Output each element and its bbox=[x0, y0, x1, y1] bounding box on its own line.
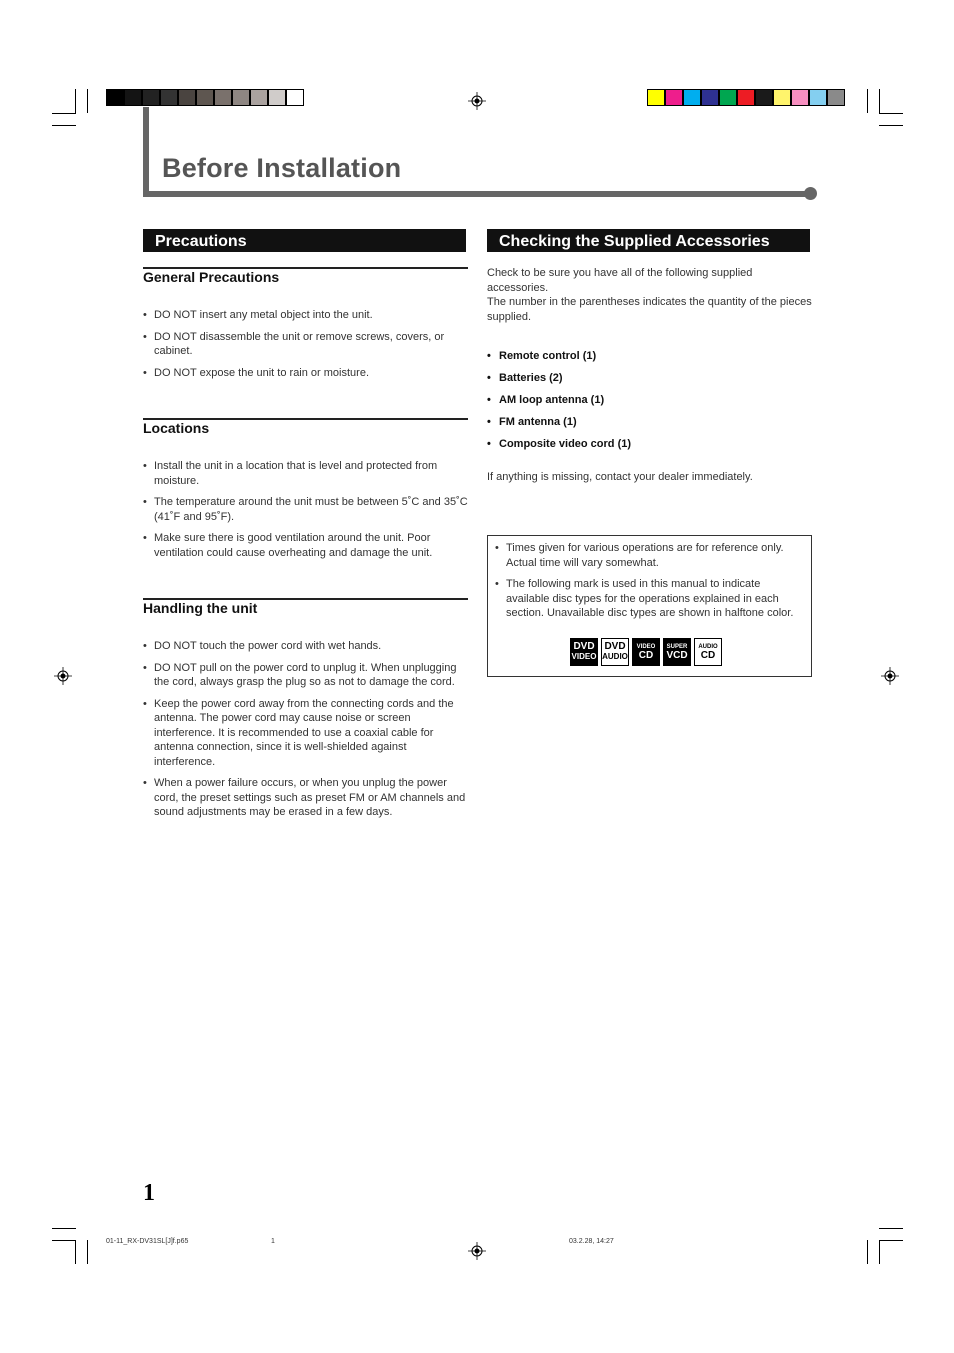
footer-filename: 01-11_RX-DV31SL[J]f.p65 bbox=[106, 1238, 189, 1245]
calibration-swatch bbox=[250, 89, 268, 106]
disc-label-bottom: VCD bbox=[666, 649, 688, 661]
disc-label-top: DVD bbox=[604, 641, 626, 652]
disc-label-bottom: CD bbox=[638, 649, 654, 661]
list-item: • The following mark is used in this manual to indicate available disc types for the operations explained in each section. Unavailable disc types are shown in halftone color. bbox=[495, 577, 805, 621]
footer-page: 1 bbox=[271, 1238, 275, 1245]
list-item: • DO NOT touch the power cord with wet hands. bbox=[143, 639, 468, 654]
crop-mark bbox=[52, 1228, 76, 1229]
calibration-swatch bbox=[286, 89, 304, 106]
crop-mark bbox=[75, 1240, 76, 1264]
crop-mark bbox=[879, 1240, 880, 1264]
grayscale-calibration-bar bbox=[106, 89, 304, 106]
missing-notice: If anything is missing, contact your dealer immediately. bbox=[487, 471, 753, 483]
disc-type-icons bbox=[570, 638, 722, 666]
crop-mark bbox=[879, 1240, 903, 1241]
accessories-list bbox=[487, 349, 812, 459]
accessories-intro-line: The number in the parentheses indicates the quantity of the pieces supplied. bbox=[487, 296, 812, 323]
dvd-audio-icon bbox=[601, 638, 629, 666]
crop-mark bbox=[87, 1240, 88, 1264]
calibration-swatch bbox=[719, 89, 737, 106]
disc-label-top: VIDEO bbox=[636, 643, 656, 650]
list-item: • Make sure there is good ventilation around the unit. Poor ventilation could cause overheating and damage the unit. bbox=[143, 531, 468, 560]
disc-label-bottom: CD bbox=[700, 649, 716, 661]
list-item: • DO NOT insert any metal object into the unit. bbox=[143, 308, 468, 323]
locations-list bbox=[143, 459, 468, 567]
general-precautions-list bbox=[143, 308, 468, 387]
registration-mark-icon bbox=[468, 92, 486, 110]
disc-label-top: AUDIO bbox=[698, 643, 718, 650]
crop-mark bbox=[879, 125, 903, 126]
accessories-header: Checking the Supplied Accessories bbox=[487, 229, 812, 252]
calibration-swatch bbox=[773, 89, 791, 106]
crop-mark bbox=[52, 125, 76, 126]
title-frame bbox=[143, 107, 149, 197]
disc-label-top: SUPER bbox=[666, 643, 688, 650]
disc-label-bottom: VIDEO bbox=[571, 652, 597, 661]
calibration-swatch bbox=[232, 89, 250, 106]
video-cd-icon bbox=[632, 638, 660, 666]
calibration-swatch bbox=[701, 89, 719, 106]
list-item: • When a power failure occurs, or when you unplug the power cord, the preset settings such as preset FM or AM channels and sound adjustments may be erased in a few days. bbox=[143, 776, 468, 820]
footer-date: 03.2.28, 14:27 bbox=[569, 1238, 614, 1245]
audio-cd-icon bbox=[694, 638, 722, 666]
calibration-swatch bbox=[647, 89, 665, 106]
calibration-swatch bbox=[827, 89, 845, 106]
page-title: Before Installation bbox=[162, 153, 402, 183]
accessory-item: • FM antenna (1) bbox=[487, 415, 812, 437]
calibration-swatch bbox=[214, 89, 232, 106]
accessories-intro-line: Check to be sure you have all of the following supplied accessories. bbox=[487, 267, 753, 294]
dvd-video-icon bbox=[570, 638, 598, 666]
list-item: • DO NOT disassemble the unit or remove screws, covers, or cabinet. bbox=[143, 330, 468, 359]
handling-unit-list bbox=[143, 639, 468, 827]
color-calibration-bar bbox=[647, 89, 845, 106]
calibration-swatch bbox=[791, 89, 809, 106]
crop-mark bbox=[879, 89, 880, 113]
calibration-swatch bbox=[142, 89, 160, 106]
calibration-swatch bbox=[809, 89, 827, 106]
general-precautions-heading: General Precautions bbox=[143, 269, 280, 285]
calibration-swatch bbox=[160, 89, 178, 106]
title-rule bbox=[143, 191, 811, 197]
disc-label-top: DVD bbox=[573, 641, 595, 652]
list-item: • DO NOT expose the unit to rain or moisture. bbox=[143, 366, 468, 381]
crop-mark bbox=[879, 113, 903, 114]
list-item: • Install the unit in a location that is level and protected from moisture. bbox=[143, 459, 468, 488]
super-vcd-icon bbox=[663, 638, 691, 666]
calibration-swatch bbox=[665, 89, 683, 106]
disc-label-bottom: AUDIO bbox=[602, 652, 628, 661]
crop-mark bbox=[867, 89, 868, 113]
title-rule-end-dot bbox=[804, 187, 817, 200]
calibration-swatch bbox=[737, 89, 755, 106]
accessory-item: • Composite video cord (1) bbox=[487, 437, 812, 459]
accessory-item: • Batteries (2) bbox=[487, 371, 812, 393]
list-item: • Keep the power cord away from the connecting cords and the antenna. The power cord may cause noise or screen interference. It is recommended to use a coaxial cable for antenna connection, since it is well-shielded against interference. bbox=[143, 697, 468, 770]
calibration-swatch bbox=[124, 89, 142, 106]
crop-mark bbox=[75, 89, 76, 113]
registration-mark-icon bbox=[54, 667, 72, 685]
note-list bbox=[495, 541, 805, 628]
crop-mark bbox=[52, 113, 76, 114]
calibration-swatch bbox=[196, 89, 214, 106]
list-item: • The temperature around the unit must be between 5˚C and 35˚C (41˚F and 95˚F). bbox=[143, 495, 468, 524]
registration-mark-icon bbox=[468, 1242, 486, 1260]
handling-unit-heading: Handling the unit bbox=[143, 600, 258, 616]
calibration-swatch bbox=[178, 89, 196, 106]
crop-mark bbox=[867, 1240, 868, 1264]
list-item: • Times given for various operations are for reference only. Actual time will vary somewhat. bbox=[495, 541, 805, 570]
calibration-swatch bbox=[683, 89, 701, 106]
page-number: 1 bbox=[143, 1180, 155, 1206]
locations-heading: Locations bbox=[143, 420, 210, 436]
registration-mark-icon bbox=[881, 667, 899, 685]
calibration-swatch bbox=[268, 89, 286, 106]
crop-mark bbox=[879, 1228, 903, 1229]
precautions-header: Precautions bbox=[143, 229, 468, 252]
accessory-item: • AM loop antenna (1) bbox=[487, 393, 812, 415]
accessory-item: • Remote control (1) bbox=[487, 349, 812, 371]
crop-mark bbox=[87, 89, 88, 113]
calibration-swatch bbox=[755, 89, 773, 106]
crop-mark bbox=[52, 1240, 76, 1241]
accessories-intro bbox=[487, 266, 812, 324]
calibration-swatch bbox=[106, 89, 124, 106]
list-item: • DO NOT pull on the power cord to unplug it. When unplugging the cord, always grasp the plug so as not to damage the cord. bbox=[143, 661, 468, 690]
